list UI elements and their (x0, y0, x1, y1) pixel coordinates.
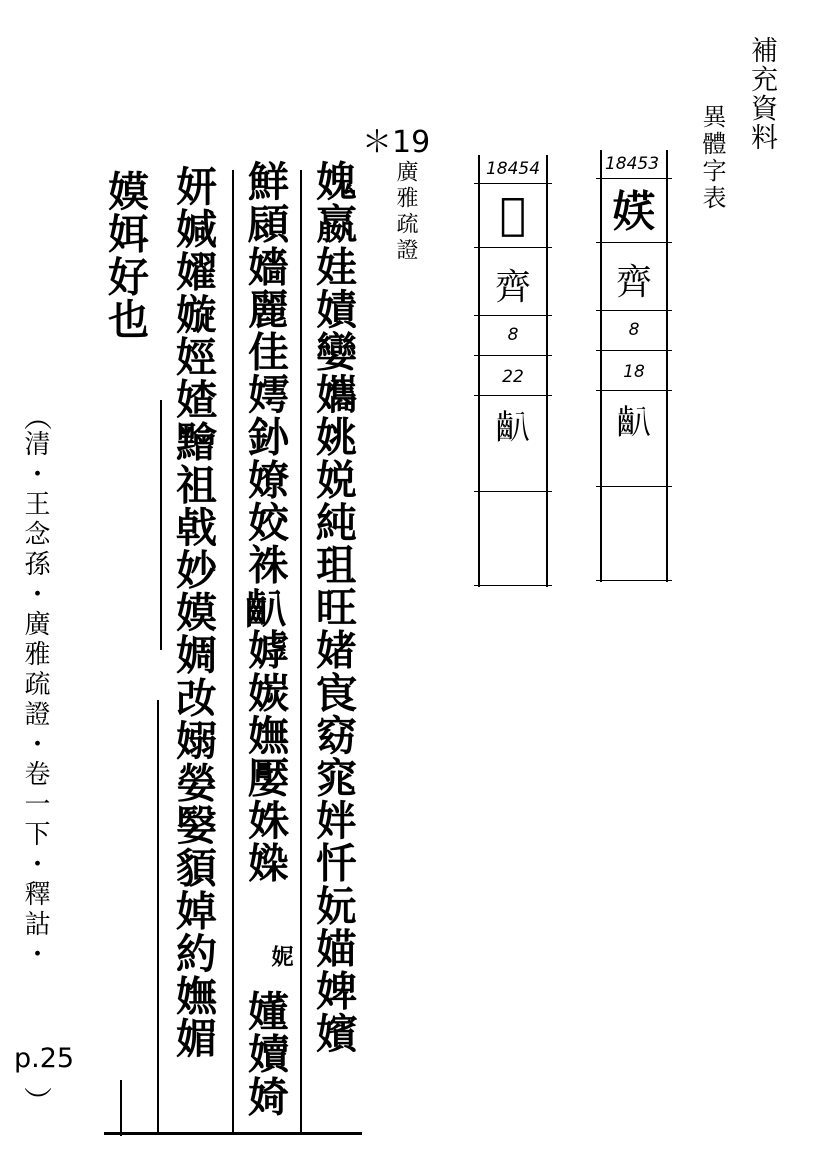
card-volume: 8 (628, 320, 640, 340)
column-char: 婍 (241, 1075, 289, 1118)
column-char: 嬻 (241, 1032, 289, 1076)
card-seal-glyph: 𪗔 (496, 408, 530, 448)
card-page: 22 (502, 367, 524, 387)
column-char: 嬞 (241, 990, 289, 1033)
baseline-rule (104, 1132, 362, 1135)
text-column-1: 媿嬴娃嫧孌孈姚娧純珇旺媎㝗窈窕姅忏妧媌婢嬪 (309, 160, 357, 1055)
column-rule (232, 170, 234, 1135)
text-column-4: 嫫㛅好也 (101, 170, 149, 341)
citation-paren-open: ︵ (24, 401, 53, 434)
citation: 清・王念孫・廣雅疏證・卷一下・釋詁・ (20, 430, 50, 970)
text-column-2-continued (241, 990, 289, 1118)
column-rule (120, 1080, 122, 1136)
card-standard-glyph: 齊 (494, 267, 531, 308)
page-title: 補充資料 (746, 36, 777, 152)
column-rule (300, 170, 302, 1135)
card-id: 18454 (485, 159, 541, 179)
variant-card-18453 (600, 150, 668, 582)
variant-card-18454 (478, 155, 548, 587)
card-id: 18453 (604, 154, 660, 174)
card-seal-glyph: 𪗔 (617, 403, 651, 443)
card-variant-glyph: 𡝩 (612, 187, 656, 238)
card-page: 18 (623, 362, 645, 382)
note-source-label: 廣雅疏證 (393, 160, 418, 264)
card-variant-glyph: 𡟧 (499, 189, 527, 240)
text-column-2: 鮮䫃嬙麗佳嫮釥嫽姣祩𪗔嫭㛶嫵嬮姝媣 (241, 160, 289, 885)
card-standard-glyph: 齊 (615, 262, 652, 303)
page-subtitle: 異體字表 (698, 104, 726, 212)
citation-paren-close: ︶ (24, 1085, 53, 1118)
inline-small-note: 妮 (268, 945, 294, 967)
note-number: ＊19 (362, 125, 431, 160)
page-reference: p.25 (14, 1043, 75, 1074)
column-rule (160, 400, 162, 650)
text-column-3: 妍㛾嬥嫙娙㜁䵳祖㦸妙嫫婤妀嫋嫈嫛䫉婥約嫵媚 (169, 165, 217, 1060)
card-volume: 8 (507, 325, 519, 345)
column-rule (157, 700, 159, 1135)
